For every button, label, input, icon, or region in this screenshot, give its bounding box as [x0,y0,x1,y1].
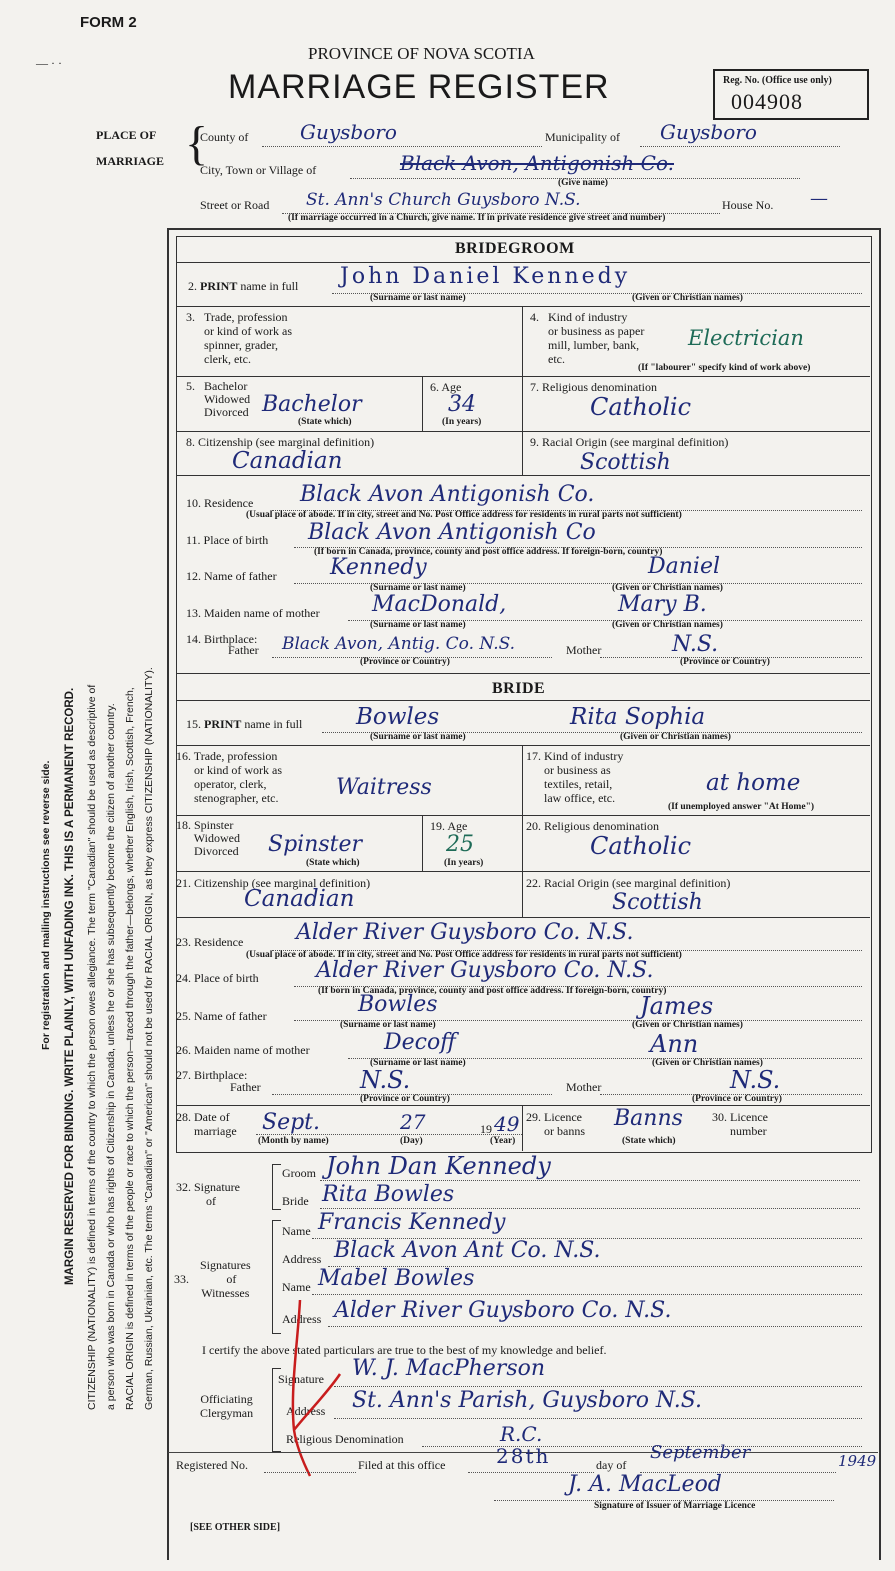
bride-racial-label: 22. Racial Origin (see marginal definition) [526,876,731,890]
city-value: Black Avon, Antigonish Co. [400,151,674,175]
issuer-label: Signature of Issuer of Marriage Licence [594,1501,756,1511]
groom-residence-value: Black Avon Antigonish Co. [300,482,595,507]
bride-age-label: 19. Age [430,819,468,833]
bride-bp-mother-label: Mother [566,1080,602,1094]
margin-line-4: a person who was born in Canada or who has rights of Citizenship in Canada, unless he or she has subsequently become the citizen of another country. [105,703,117,1410]
registered-no-label: Registered No. [176,1458,248,1472]
bride-status-value: Spinster [268,832,363,857]
clergy-sig-label: Signature [278,1372,324,1386]
groom-religion-label: 7. Religious denomination [530,380,657,394]
bride-industry-value: at home [706,770,801,796]
province-note: (Province or Country) [360,657,450,667]
bride-mother-surname: Decoff [384,1030,456,1055]
witness2-address: Alder River Guysboro Co. N.S. [334,1298,672,1323]
margin-line-1: For registration and mailing instructions see reverse side. [40,760,52,1050]
province-note: (Province or Country) [680,657,770,667]
date-label: 28. Date of marriage [176,1110,237,1138]
surname-note: (Surname or last name) [370,583,466,593]
certify-text: I certify the above stated particulars are true to the best of my knowledge and belief. [202,1343,607,1357]
reg-number: 004908 [731,89,803,114]
given-note: (Given or Christian names) [632,1020,743,1030]
industry-note: (If unemployed answer "At Home") [668,802,815,812]
place-heading-1: PLACE OF [96,128,157,142]
place-heading-2: MARRIAGE [96,154,164,168]
brace: { [185,117,209,170]
marriage-year: 49 [494,1112,520,1136]
bride-surname: Bowles [356,704,440,730]
clergy-signature: W. J. MacPherson [352,1356,546,1381]
bride-bp-label: 27. Birthplace: [176,1068,248,1082]
groom-bp-label: 14. Birthplace: [186,632,258,646]
bride-mother-label: 26. Maiden name of mother [176,1043,310,1057]
bride-trade-value: Waitress [336,775,432,800]
give-name-note: (Give name) [558,178,608,188]
groom-sig-label: Groom [282,1166,316,1180]
state-which-note: (State which) [298,417,352,427]
groom-mother-label: 13. Maiden name of mother [186,606,320,620]
province-note: (Province or Country) [692,1094,782,1104]
groom-signature: John Dan Kennedy [326,1152,551,1180]
w2-address-label: Address [282,1312,322,1326]
margin-line-6: German, Russian, Ukrainian, etc. The terms "Canadian" or "American" should not be used for RACIAL ORIGIN, as they express CITIZENSHIP (NATIONALITY). [143,667,155,1410]
city-label: City, Town or Village of [200,163,317,177]
bride-religion-value: Catholic [590,832,692,860]
groom-citizenship-value: Canadian [232,448,343,474]
signature-label: 32. Signature of [176,1180,240,1208]
see-other-side: [SEE OTHER SIDE] [190,1522,281,1533]
industry-note: (If "labourer" specify kind of work above) [638,363,811,373]
birth-note: (If born in Canada, province, county and post office address. If foreign-born, country) [318,986,667,996]
groom-bp-mother-label: Mother [566,643,602,657]
denom-value: R.C. [500,1422,543,1446]
clergy-address: St. Ann's Parish, Guysboro N.S. [352,1388,703,1413]
day-of-label: day of [596,1458,627,1472]
witness-label: Signatures of Witnesses [200,1258,251,1300]
groom-religion-value: Catholic [590,393,692,421]
margin-line-3: CITIZENSHIP (NATIONALITY) is defined in terms of the country to which the person owes allegiance. The term "Canadian" should be used as descriptive of [86,684,98,1410]
bride-trade-label: 16. Trade, profession or kind of work as operator, clerk, stenographer, etc. [176,749,282,805]
filed-label: Filed at this office [358,1458,446,1472]
house-label: House No. [722,198,774,212]
witness1-address: Black Avon Ant Co. N.S. [334,1238,601,1263]
house-value: — [810,188,828,209]
groom-birth-value: Black Avon Antigonish Co [308,520,596,545]
bride-father-given: James [640,992,714,1020]
bride-industry-label: 17. Kind of industry or business as textiles, retail, law office, etc. [526,749,624,805]
w2-name-label: Name [282,1280,311,1294]
bride-name-label: 15. PRINT name in full [186,717,303,731]
groom-racial-label: 9. Racial Origin (see marginal definition) [530,435,729,449]
marriage-day: 27 [400,1110,426,1134]
num-33: 33. [174,1272,189,1286]
w1-name-label: Name [282,1224,311,1238]
bride-heading: BRIDE [492,680,546,697]
bride-sig-label: Bride [282,1194,309,1208]
groom-bp-mother-value: N.S. [672,632,719,657]
street-note: (If marriage occurred in a Church, give name. If in private residence give street and number) [288,213,666,223]
clergy-label: Officiating Clergyman [200,1392,254,1420]
issuer-signature: J. A. MacLeod [568,1472,722,1497]
county-value: Guysboro [300,120,397,144]
filed-year: 1949 [838,1452,877,1470]
day-note: (Day) [400,1136,423,1146]
marriage-month: Sept. [262,1110,321,1135]
street-label: Street or Road [200,198,270,212]
province-note: (Province or Country) [360,1094,450,1104]
bride-citizenship-label: 21. Citizenship (see marginal definition) [176,876,371,890]
municipality-value: Guysboro [660,120,757,144]
groom-age-label: 6. Age [430,380,462,394]
bride-citizenship-value: Canadian [244,886,355,912]
groom-racial-value: Scottish [580,450,671,475]
licence-label: 29. Licence or banns [526,1110,585,1138]
bride-given: Rita Sophia [570,704,706,730]
groom-birth-label: 11. Place of birth [186,533,269,547]
groom-residence-label: 10. Residence [186,496,254,510]
surname-note: (Surname or last name) [370,732,466,742]
years-note: (In years) [442,417,482,427]
witness2-name: Mabel Bowles [318,1266,475,1291]
groom-mother-given: Mary B. [618,592,707,617]
form-number: FORM 2 [80,14,137,31]
month-note: (Month by name) [258,1136,329,1146]
margin-line-5: RACIAL ORIGIN is defined in terms of the people or race to which the person—traced through the father—belongs, whether English, Irish, Scottish, French, [124,687,136,1410]
given-note: (Given or Christian names) [620,732,731,742]
bride-birth-label: 24. Place of birth [176,971,259,985]
bride-bp-father-value: N.S. [360,1066,411,1094]
sig-bracket [272,1164,281,1210]
year-note: (Year) [490,1136,516,1146]
given-note: (Given or Christian names) [632,293,743,303]
bride-status-label: 18. Spinster Widowed Divorced [176,818,240,858]
margin-line-2: MARGIN RESERVED FOR BINDING. WRITE PLAINLY, WITH UNFADING INK. THIS IS A PERMANENT RECORD. [64,687,76,1285]
groom-status-value: Bachelor [262,392,362,417]
street-value: St. Ann's Church Guysboro N.S. [306,190,581,210]
given-note: (Given or Christian names) [612,583,723,593]
groom-bp-father-value: Black Avon, Antig. Co. N.S. [282,634,516,654]
groom-citizenship-label: 8. Citizenship (see marginal definition) [186,435,375,449]
residence-note: (Usual place of abode. If in city, street and No. Post Office address for residents in rural parts not sufficient) [246,950,682,960]
given-note: (Given or Christian names) [612,620,723,630]
groom-father-label: 12. Name of father [186,569,277,583]
state-which-note: (State which) [622,1136,676,1146]
groom-name-label: 2. PRINT name in full [188,279,299,293]
groom-father-given: Daniel [648,554,721,579]
surname-note: (Surname or last name) [340,1020,436,1030]
surname-note: (Surname or last name) [370,293,466,303]
page-title: MARRIAGE REGISTER [228,68,610,106]
groom-bp-father-label: Father [228,643,259,657]
bride-racial-value: Scottish [612,890,703,915]
filed-month: September [650,1442,751,1463]
licence-value: Banns [614,1106,683,1131]
birth-note: (If born in Canada, province, county and post office address. If foreign-born, country) [314,547,663,557]
surname-note: (Surname or last name) [370,1058,466,1068]
groom-father-surname: Kennedy [330,555,427,580]
groom-industry-value: Electrician [688,326,804,350]
province-heading: PROVINCE OF NOVA SCOTIA [308,44,535,63]
denom-label: Religious Denomination [286,1432,404,1446]
bride-father-surname: Bowles [358,992,438,1017]
groom-mother-surname: MacDonald, [372,592,507,617]
bride-mother-given: Ann [650,1030,699,1058]
reg-label: Reg. No. (Office use only) [723,75,832,86]
filed-day: 28th [496,1444,551,1468]
municipality-label: Municipality of [545,130,620,144]
years-note: (In years) [444,858,484,868]
bride-bp-mother-value: N.S. [730,1066,781,1094]
w1-address-label: Address [282,1252,322,1266]
witness1-name: Francis Kennedy [318,1210,506,1235]
bride-father-label: 25. Name of father [176,1009,267,1023]
groom-heading: BRIDEGROOM [455,240,575,257]
reg-box [713,69,869,120]
given-note: (Given or Christian names) [652,1058,763,1068]
residence-note: (Usual place of abode. If in city, street and No. Post Office address for residents in rural parts not sufficient) [246,510,682,520]
licence-number-label: 30. Licence number [712,1110,768,1138]
bride-bp-father-label: Father [230,1080,261,1094]
bride-signature: Rita Bowles [322,1182,455,1207]
bride-age-value: 25 [446,832,474,857]
clergy-address-label: Address [286,1404,326,1418]
bride-residence-label: 23. Residence [176,935,244,949]
year-prefix: 19 [480,1122,492,1136]
bride-residence-value: Alder River Guysboro Co. N.S. [296,920,634,945]
groom-name-value: John Daniel Kennedy [340,264,631,289]
bride-religion-label: 20. Religious denomination [526,819,659,833]
state-which-note: (State which) [306,858,360,868]
groom-age-value: 34 [448,392,476,417]
bride-birth-value: Alder River Guysboro Co. N.S. [316,958,654,983]
surname-note: (Surname or last name) [370,620,466,630]
margin-mark: — · · [36,56,62,70]
red-check-mark [270,1300,360,1480]
county-label: County of [200,130,249,144]
